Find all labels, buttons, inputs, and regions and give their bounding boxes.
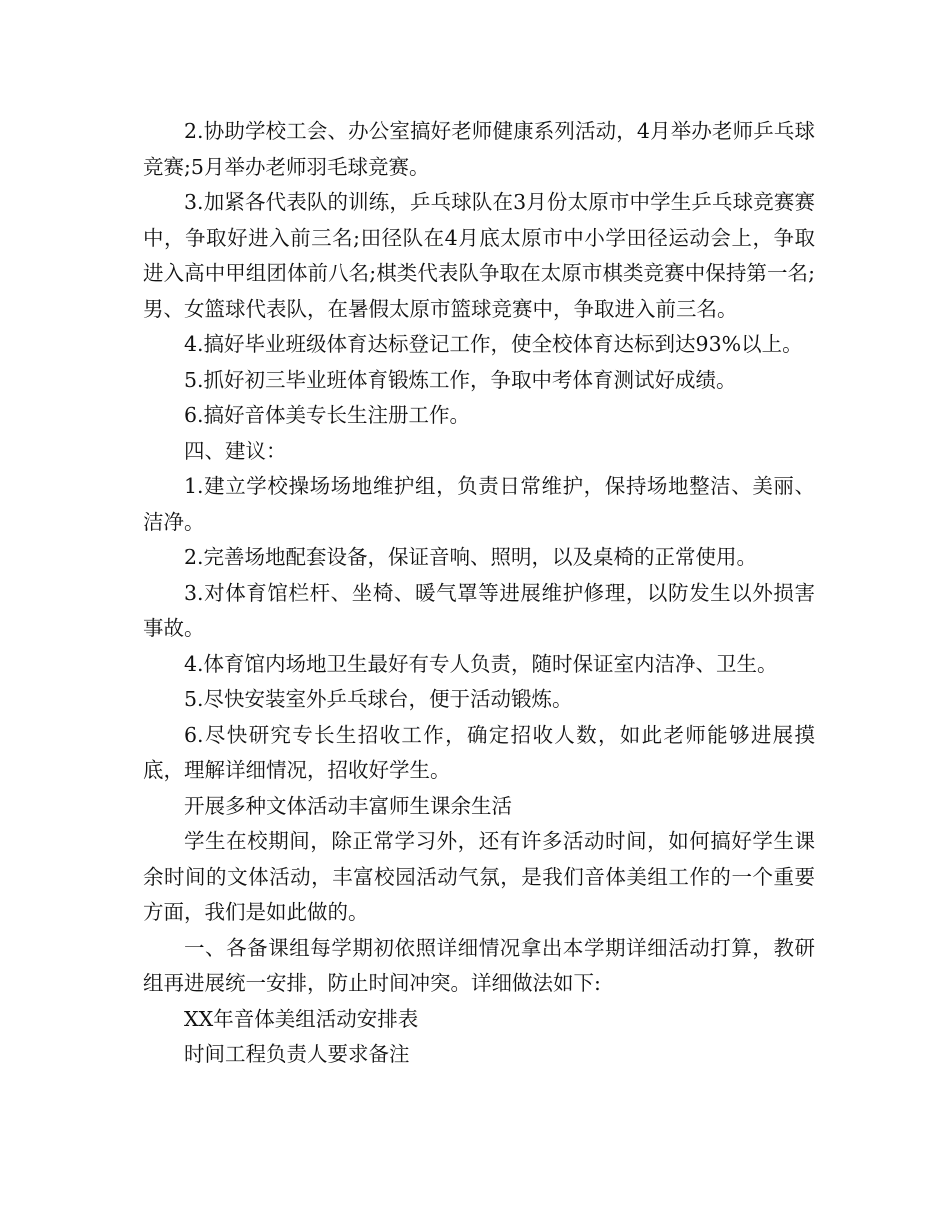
paragraph-suggestion-5: 5.尽快安装室外乒乓球台，便于活动锻炼。 bbox=[184, 687, 573, 711]
document-body bbox=[143, 114, 815, 1073]
section-heading-suggestions: 四、建议： bbox=[184, 438, 287, 463]
paragraph-suggestion-2: 2.完善场地配套设备，保证音响、照明，以及桌椅的正常使用。 bbox=[184, 545, 758, 569]
paragraph-suggestion-4: 4.体育馆内场地卫生最好有专人负责，随时保证室内洁净、卫生。 bbox=[184, 651, 778, 676]
paragraph-teacher-health-activities: 2.协助学校工会、办公室搞好老师健康系列活动，4月举办老师乒乓球竞赛;5月举办老师羽毛球竞赛。 bbox=[143, 119, 815, 179]
section-title-activities: 开展多种文体活动丰富师生课余生活 bbox=[184, 793, 512, 818]
paragraph-fitness-registration: 4.搞好毕业班级体育达标登记工作，使全校体育达标到达93%以上。 bbox=[184, 332, 803, 356]
paragraph-suggestion-1: 1.建立学校操场场地维护组，负责日常维护，保持场地整洁、美丽、洁净。 bbox=[143, 474, 815, 534]
paragraph-suggestion-3: 3.对体育馆栏杆、坐椅、暖气罩等进展维护修理，以防发生以外损害事故。 bbox=[143, 580, 815, 640]
paragraph-activities-intro: 学生在校期间，除正常学习外，还有许多活动时间，如何搞好学生课余时间的文体活动，丰富校园活动气氛，是我们音体美组工作的一个重要方面，我们是如此做的。 bbox=[143, 829, 815, 924]
paragraph-planning: 一、各备课组每学期初依照详细情况拿出本学期详细活动打算，教研组再进展统一安排，防止时间冲突。详细做法如下: bbox=[143, 935, 815, 995]
paragraph-suggestion-6: 6.尽快研究专长生招收工作，确定招收人数，如此老师能够进展摸底，理解详细情况，招收好学生。 bbox=[143, 722, 815, 782]
paragraph-grade9-exercise: 5.抓好初三毕业班体育锻炼工作，争取中考体育测试好成绩。 bbox=[184, 367, 737, 392]
schedule-table-title: XX年音体美组活动安排表 bbox=[184, 1006, 419, 1031]
paragraph-specialty-registration: 6.搞好音体美专长生注册工作。 bbox=[184, 403, 471, 427]
schedule-table-header: 时间工程负责人要求备注 bbox=[184, 1042, 410, 1066]
paragraph-team-training: 3.加紧各代表队的训练，乒乓球队在3月份太原市中学生乒乓球竞赛赛中，争取好进入前三名;田径队在4月底太原市中小学田径运动会上，争取进入高中甲组团体前八名;棋类代表队争取在太原市棋类竞赛中保持第一名;男、女篮球代表队，在暑假太原市篮球竞赛中，争取进入前三名。 bbox=[143, 190, 815, 321]
